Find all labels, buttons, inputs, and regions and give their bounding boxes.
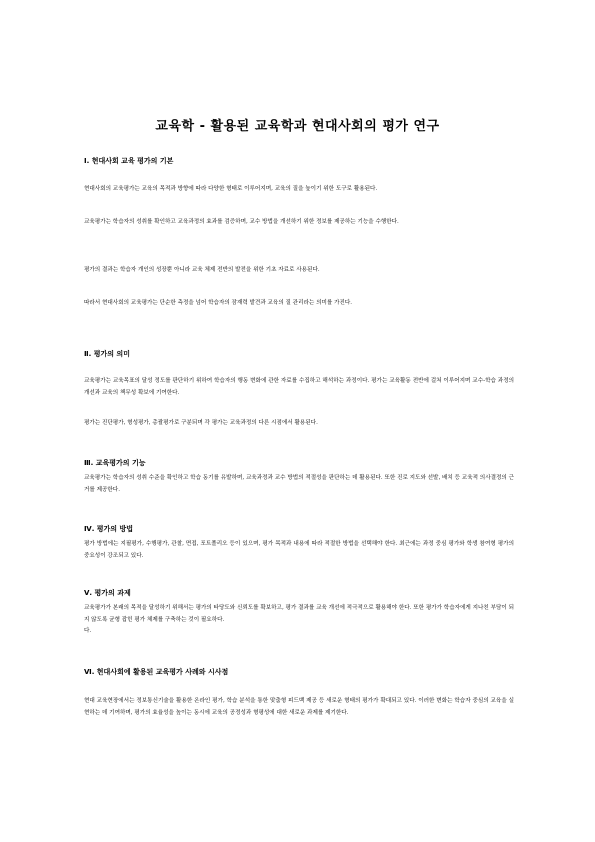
paragraph: 현대 교육현장에서는 정보통신기술을 활용한 온라인 평가, 학습 분석을 통한 맞춤형 피드백 제공 등 새로운 형태의 평가가 확대되고 있다. 이러한 변화는 학습자 중심의 교육을 실현하는 데 기여하며, 평가의 효율성을 높이는 동시에 교육의 공정성과 형평성에 대한 새로운 과제를 제기한다. (84, 698, 514, 716)
paragraph: 평가 방법에는 지필평가, 수행평가, 관찰, 면접, 포트폴리오 등이 있으며, 평가 목적과 내용에 따라 적절한 방법을 선택해야 한다. 최근에는 과정 중심 평가와 학생 참여형 평가의 중요성이 강조되고 있다. (84, 541, 514, 559)
section-1-body (84, 184, 514, 240)
paragraph: 현대사회의 교육평가는 교육의 목적과 방향에 따라 다양한 형태로 이루어지며, 교육의 질을 높이기 위한 도구로 활용된다. (84, 186, 378, 192)
section-1 (84, 156, 514, 166)
section-heading: Ⅵ. 현대사회에 활용된 교육평가 사례와 시사점 (84, 668, 229, 676)
paragraph: 따라서 현대사회의 교육평가는 단순한 측정을 넘어 학습자의 잠재력 발견과 교육의 질 관리라는 의미를 가진다. (84, 300, 353, 306)
section-heading: Ⅲ. 교육평가의 기능 (84, 459, 146, 467)
section-1-body-2 (84, 265, 514, 321)
section-3 (84, 458, 514, 468)
section-2 (84, 349, 514, 359)
section-5 (84, 588, 514, 598)
paragraph: 교육평가는 교육목표의 달성 정도를 판단하기 위하여 학습자의 행동 변화에 관한 자료를 수집하고 해석하는 과정이다. 평가는 교육활동 전반에 걸쳐 이루어지며 교수-학습 과정의 개선과 교육의 책무성 확보에 기여한다. (84, 378, 514, 396)
section-heading: Ⅰ. 현대사회 교육 평가의 기본 (84, 157, 174, 165)
document-title: 교육학 - 활용된 교육학과 현대사회의 평가 연구 (155, 119, 440, 134)
section-3-body (84, 473, 514, 496)
section-heading: Ⅴ. 평가의 과제 (84, 589, 131, 597)
section-6-body (84, 696, 514, 742)
paragraph: 다. (84, 628, 92, 634)
section-heading: Ⅱ. 평가의 의미 (84, 350, 130, 358)
paragraph: 평가의 결과는 학습자 개인의 성장뿐 아니라 교육 체제 전반의 발전을 위한 기초 자료로 사용된다. (84, 267, 320, 273)
section-2-body (84, 376, 514, 430)
section-heading: Ⅳ. 평가의 방법 (84, 525, 134, 533)
paragraph: 교육평가는 학습자의 성취를 확인하고 교육과정의 효과를 검증하며, 교수 방법을 개선하기 위한 정보를 제공하는 기능을 수행한다. (84, 219, 399, 225)
paragraph: 교육평가가 본래의 목적을 달성하기 위해서는 평가의 타당도와 신뢰도를 확보하고, 평가 결과를 교육 개선에 적극적으로 활용해야 한다. 또한 평가가 학습자에게 지나친 부담이 되지 않도록 균형 잡힌 평가 체제를 구축하는 것이 필요하다. (84, 605, 514, 623)
section-6 (84, 667, 514, 677)
paragraph: 교육평가는 학습자의 성취 수준을 확인하고 학습 동기를 유발하며, 교육과정과 교수 방법의 적절성을 판단하는 데 활용된다. 또한 진로 지도와 선발, 배치 등 교육적 의사결정의 근거를 제공한다. (84, 475, 514, 493)
section-5-body (84, 603, 514, 638)
section-4-body (84, 539, 514, 562)
section-4 (84, 524, 514, 534)
paragraph: 평가는 진단평가, 형성평가, 총괄평가로 구분되며 각 평가는 교육과정의 다른 시점에서 활용된다. (84, 420, 318, 426)
